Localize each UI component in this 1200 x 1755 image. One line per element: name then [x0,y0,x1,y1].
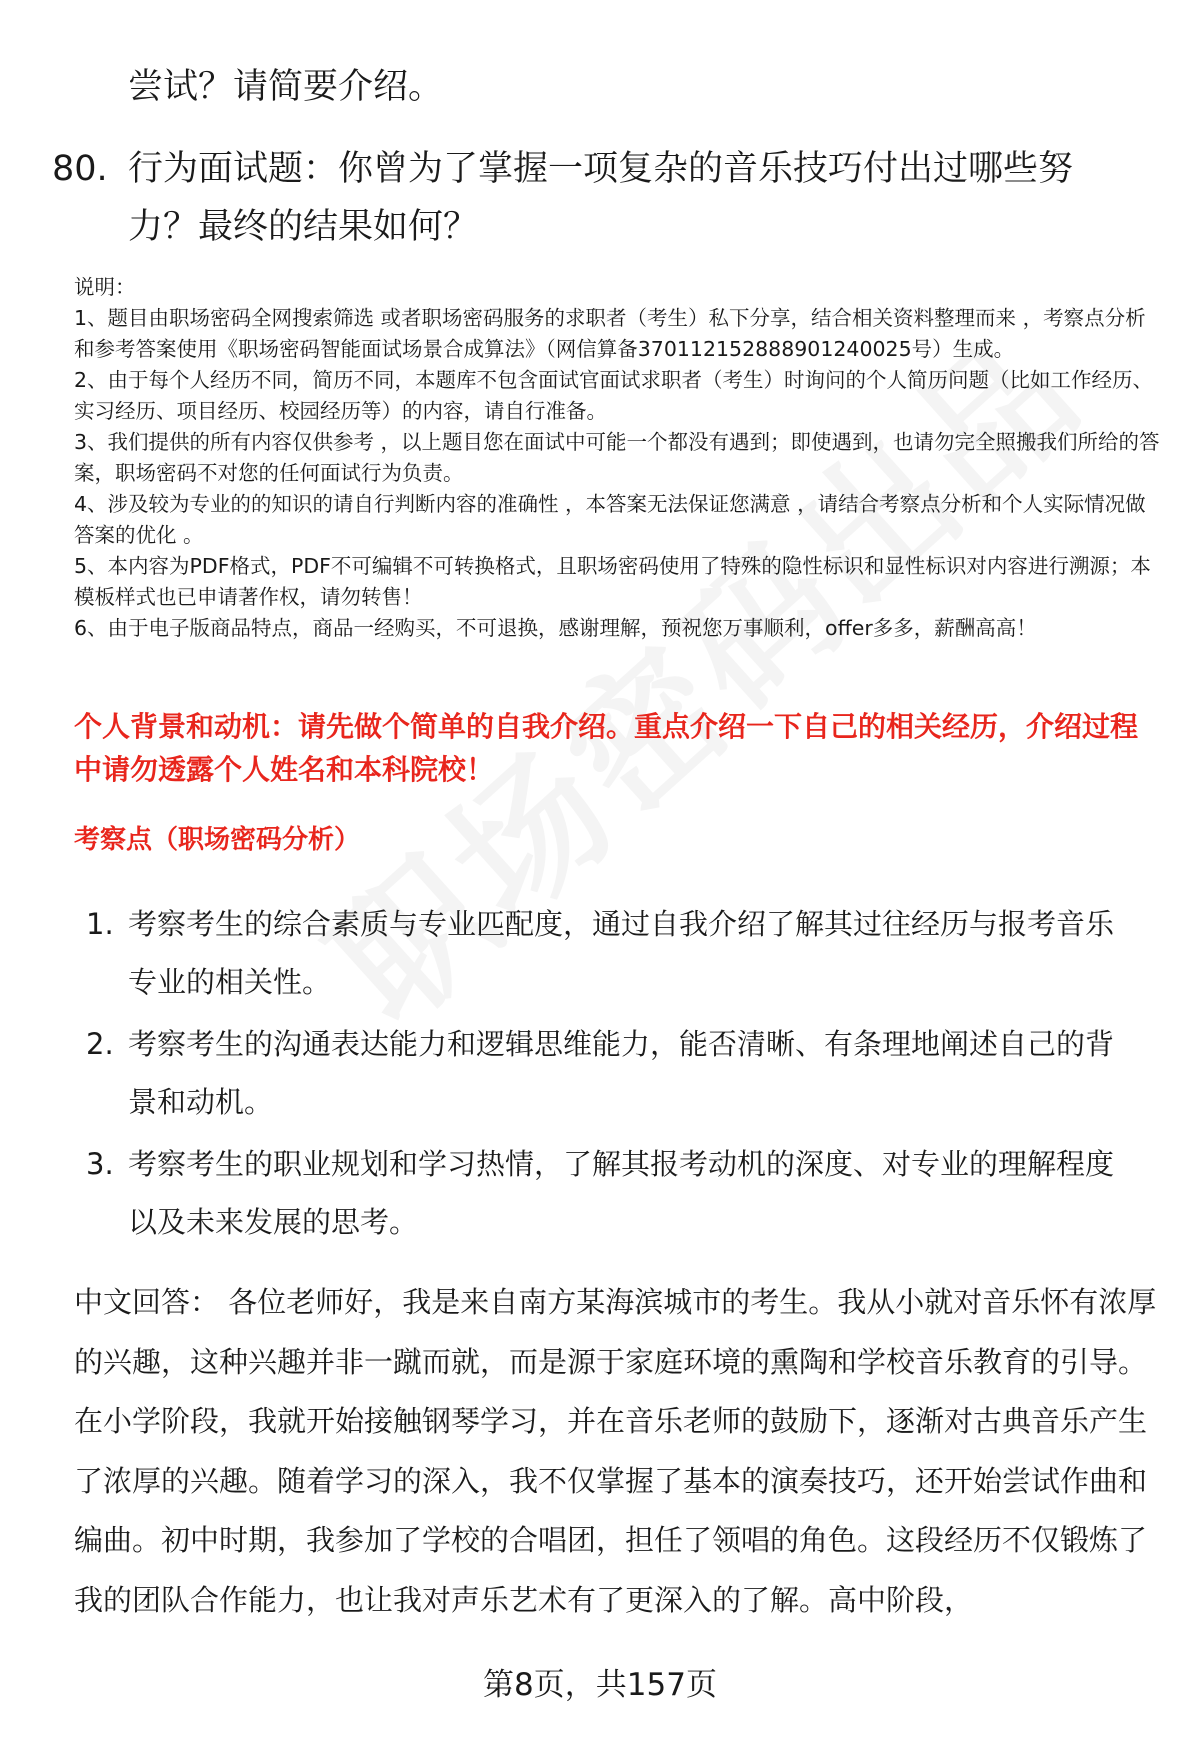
note-item: 2、由于每个人经历不同，简历不同，本题库不包含面试官面试求职者（考生）时询问的个人简历问题（比如工作经历、实习经历、项目经历、校园经历等）的内容，请自行准备。 [74,368,1154,423]
note-item: 1、题目由职场密码全网搜索筛选 或者职场密码服务的求职者（考生）私下分享，结合相关资料整理而来 ，考察点分析和参考答案使用《职场密码智能面试场景合成算法》（网信算备370112152888901240025号）生成。 [74,306,1146,361]
list-item-number: 3. [86,1147,114,1181]
notes-block [74,272,1164,644]
note-item: 4、涉及较为专业的的知识的请自行判断内容的准确性 ，本答案无法保证您满意 ，请结合考察点分析和个人实际情况做答案的优化 。 [74,492,1146,547]
list-item-text: 考察考生的沟通表达能力和逻辑思维能力，能否清晰、有条理地阐述自己的背景和动机。 [128,1027,1115,1119]
answer-paragraph: 中文回答： 各位老师好，我是来自南方某海滨城市的考生。我从小就对音乐怀有浓厚的兴趣，这种兴趣并非一蹴而就，而是源于家庭环境的熏陶和学校音乐教育的引导。在小学阶段，我就开始接触钢琴学习，并在音乐老师的鼓励下，逐渐对古典音乐产生了浓厚的兴趣。随着学习的深入，我不仅掌握了基本的演奏技巧，还开始尝试作曲和编曲。初中时期，我参加了学校的合唱团，担任了领唱的角色。这段经历不仅锻炼了我的团队合作能力，也让我对声乐艺术有了更深入的了解。高中阶段， [74,1285,1157,1617]
question-80 [52,140,1132,256]
analysis-points [86,895,1166,1255]
list-item-number: 1. [86,907,114,941]
question-number: 80. [52,149,108,189]
list-item-text: 考察考生的综合素质与专业匹配度，通过自我介绍了解其过往经历与报考音乐专业的相关性。 [128,907,1115,999]
list-item [86,1135,1166,1251]
note-item: 3、我们提供的所有内容仅供参考 ，以上题目您在面试中可能一个都没有遇到；即使遇到，也请勿完全照搬我们所给的答案，职场密码不对您的任何面试行为负责。 [74,430,1160,485]
section-title: 个人背景和动机：请先做个简单的自我介绍。重点介绍一下自己的相关经历，介绍过程中请勿透露个人姓名和本科院校！ [74,710,1139,786]
note-item: 6、由于电子版商品特点，商品一经购买，不可退换，感谢理解，预祝您万事顺利，offer多多，薪酬高高！ [74,616,1037,640]
list-item-number: 2. [86,1027,114,1061]
question-continuation: 尝试？请简要介绍。 [128,67,444,107]
note-item: 5、本内容为PDF格式，PDF不可编辑不可转换格式，且职场密码使用了特殊的隐性标识和显性标识对内容进行溯源；本模板样式也已申请著作权，请勿转售！ [74,554,1151,609]
list-item-text: 考察考生的职业规划和学习热情，了解其报考动机的深度、对专业的理解程度以及未来发展的思考。 [128,1147,1115,1239]
list-item [86,895,1166,1011]
notes-heading: 说明： [74,275,136,299]
list-item [86,1015,1166,1131]
question-text: 行为面试题：你曾为了掌握一项复杂的音乐技巧付出过哪些努力？最终的结果如何？ [128,149,1074,247]
analysis-title: 考察点（职场密码分析） [74,825,361,855]
page-number: 第8页，共157页 [483,1667,717,1703]
